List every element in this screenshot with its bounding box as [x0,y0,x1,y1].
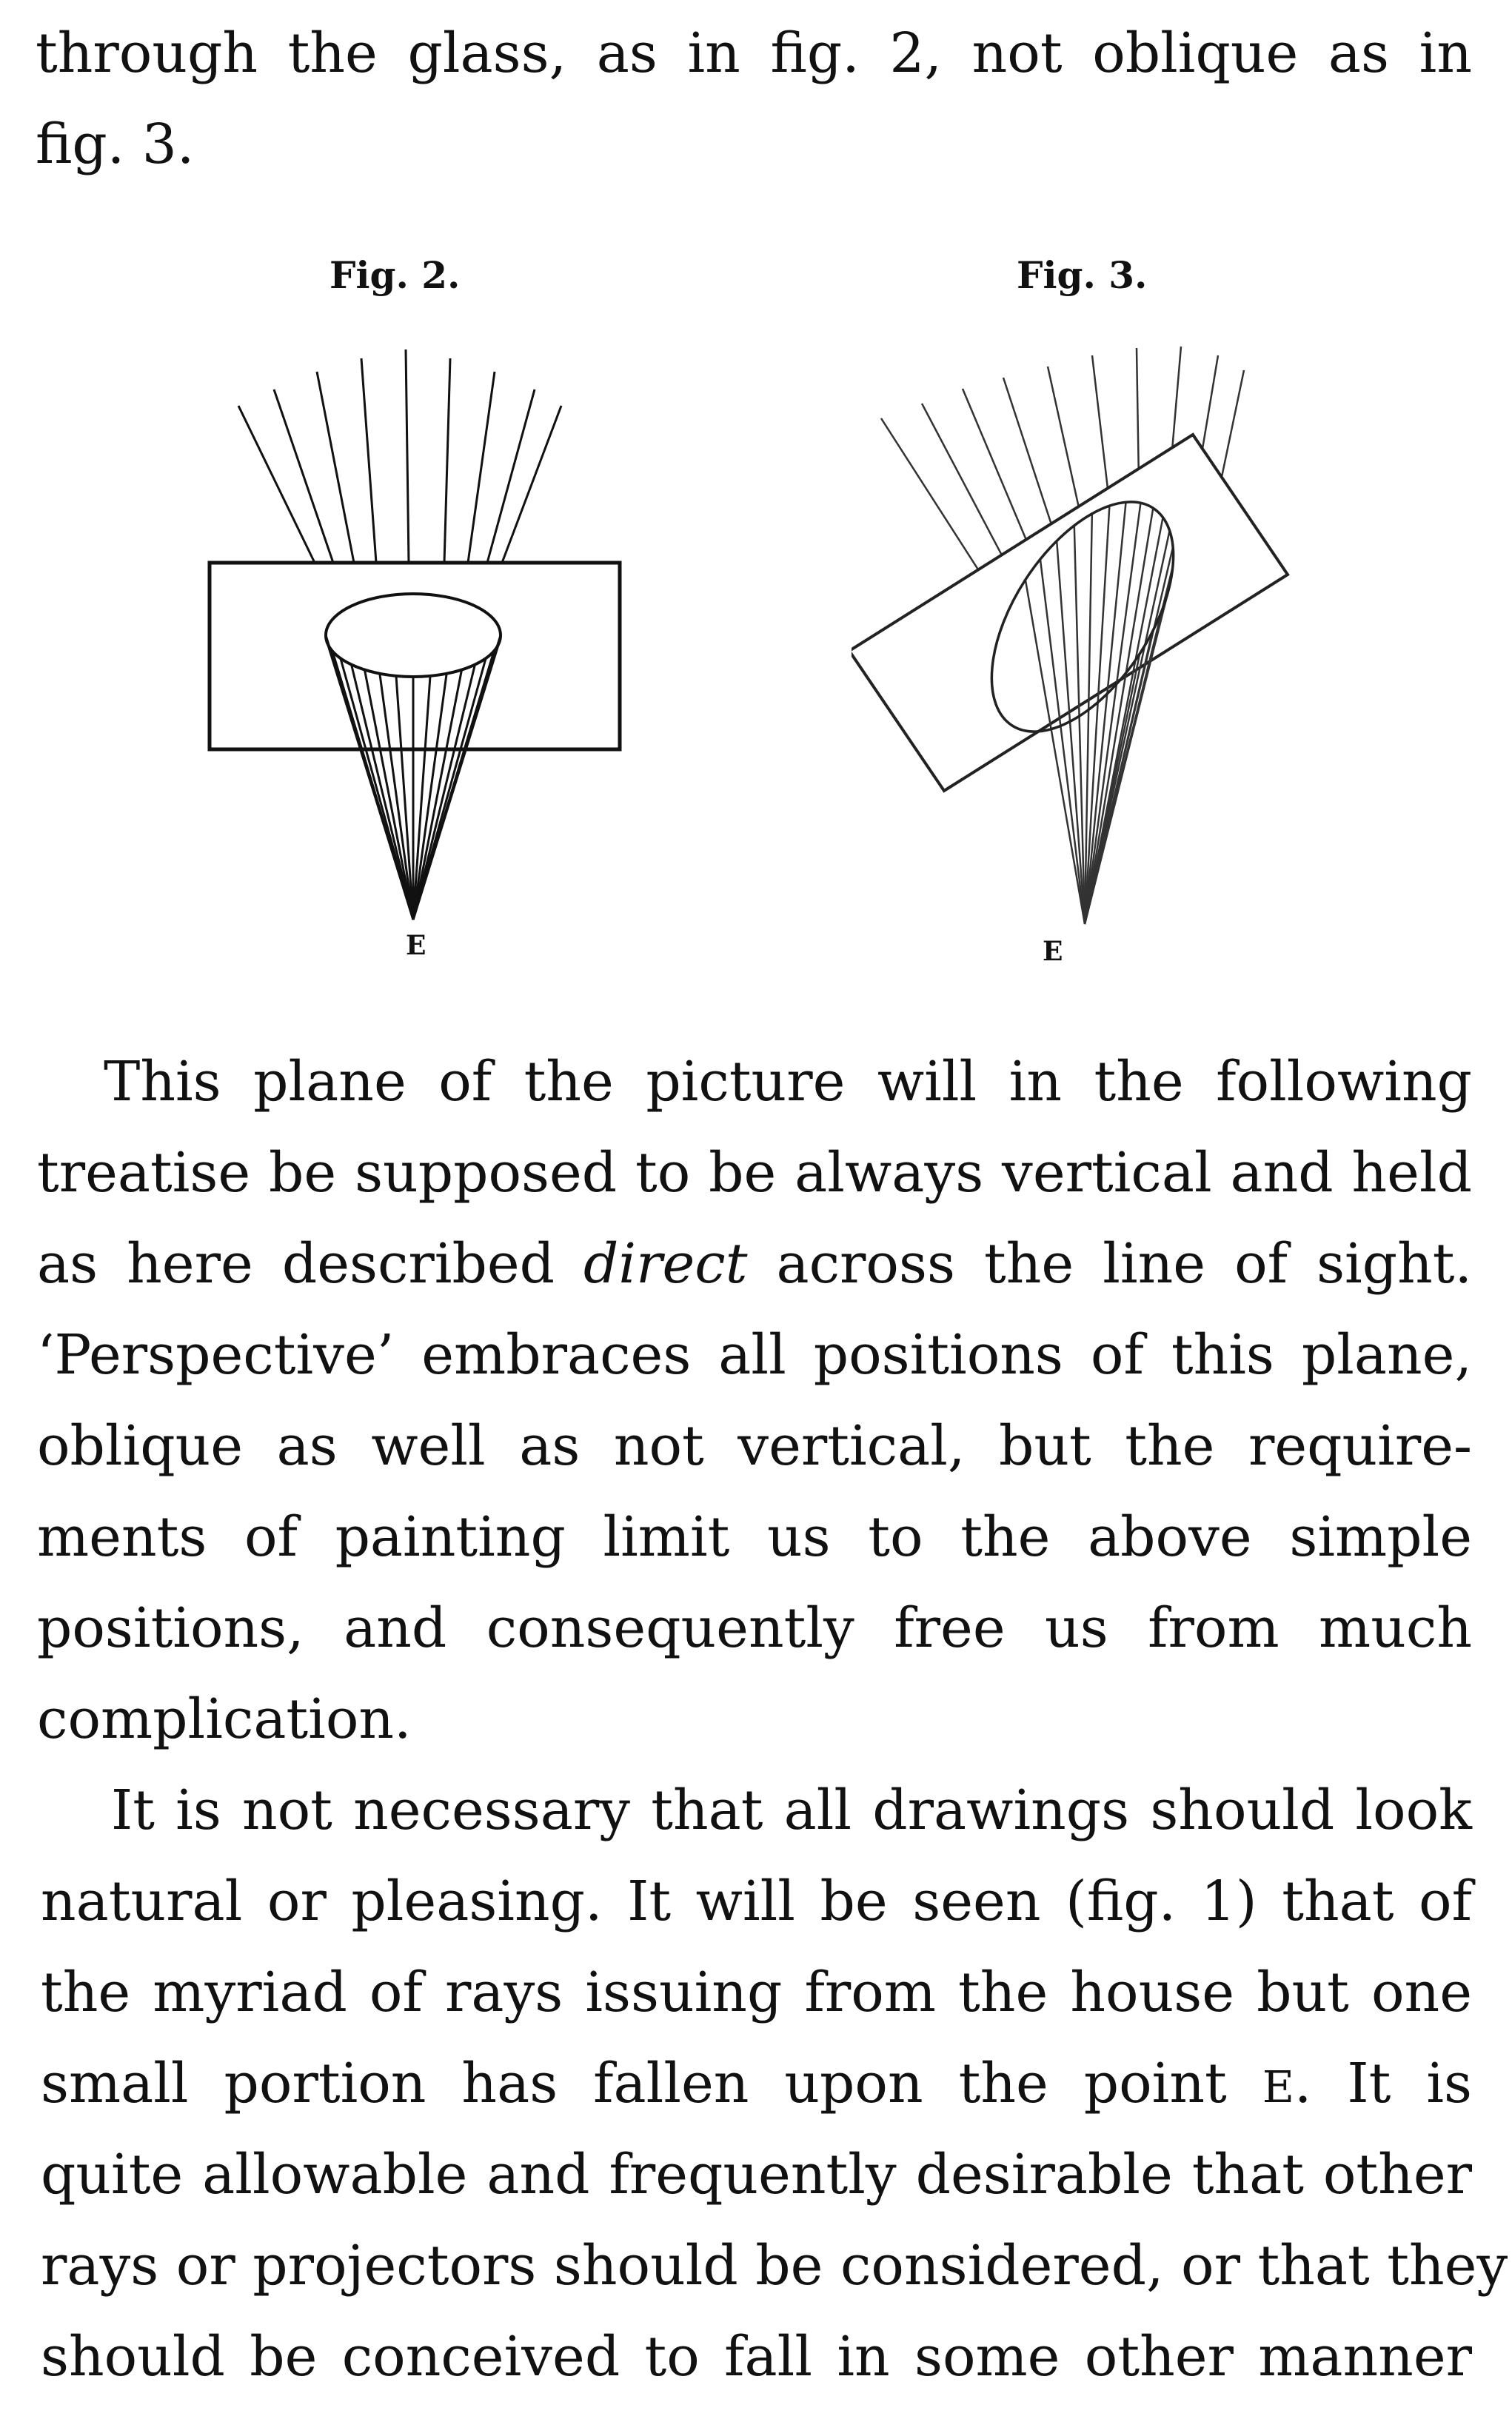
text-line: This plane of the picture will in the following [104,1050,1472,1114]
text-line: should be conceived to fall in some other manner [41,2325,1472,2389]
text-fragment: . It is [1294,2052,1472,2115]
text-line: fig. 3. [36,113,195,176]
text-line: ‘Perspective’ embraces all positions of this plane, [37,1323,1472,1387]
ray-line [238,406,315,563]
text-line: ments of painting limit us to the above simple [37,1505,1472,1569]
eye-point-label-fig3: E [1043,936,1063,967]
ray-line [361,358,376,563]
text-line [41,2052,1472,2115]
text-line: the myriad of rays issuing from the house but one [41,1961,1472,2024]
text-line: natural or pleasing. It will be seen (fig. 1) that of [41,1870,1472,1933]
text-fragment: across the line of sight. [747,1232,1473,1296]
eye-point-label-fig2: E [406,930,426,961]
text-line: complication. [37,1687,412,1751]
text-line: It is not necessary that all drawings should look [111,1779,1472,1842]
text-line: treatise be supposed to be always vertical and held [37,1141,1472,1205]
text-fragment: small portion has fallen upon the point [41,2052,1262,2115]
text-line: through the glass, as in fig. 2, not oblique as in [36,21,1472,85]
ray-line [444,358,450,563]
text-line: oblique as well as not vertical, but the require- [37,1414,1472,1478]
emphasis-direct: direct [583,1232,748,1296]
text-line: quite allowable and frequently desirable that other [41,2143,1472,2206]
picture-plane [210,563,620,749]
oblique-picture-plane [852,435,1288,791]
point-e-label: E [1262,2061,1294,2112]
text-line [37,1232,1473,1296]
ray-line [468,372,495,563]
ray-line [406,349,409,563]
text-line: positions, and consequently free us from much [37,1596,1472,1660]
text-fragment: as here described [37,1232,584,1296]
projection-rays [238,349,561,563]
figure-3-diagram [852,326,1325,948]
ray-line [502,406,561,563]
figure-3-caption: Fig. 3. [1017,253,1148,297]
text-line: rays or projectors should be considered, or that they [41,2234,1508,2298]
figure-2-caption: Fig. 2. [330,253,461,297]
figure-2-diagram [193,326,666,948]
